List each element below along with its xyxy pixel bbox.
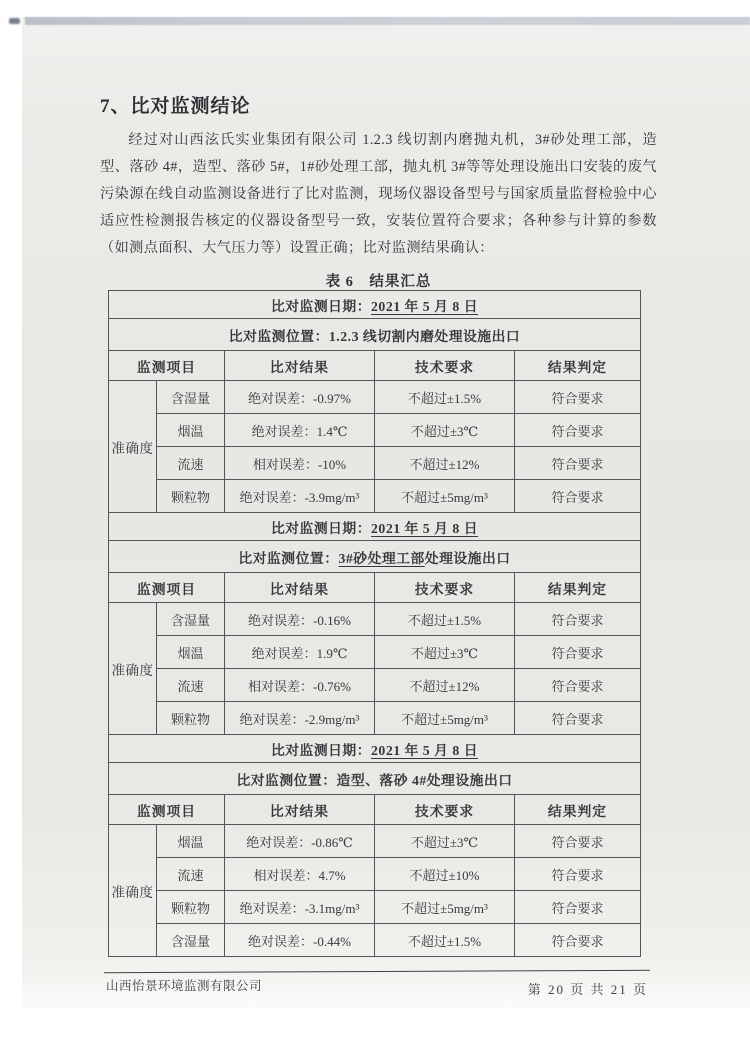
header-row [109,573,641,603]
table-row [109,825,641,858]
item-cell: 流速 [157,858,225,891]
judgement-cell: 符合要求 [515,447,641,480]
date-value: 2021 年 5 月 8 日 [371,520,479,536]
conclusion-paragraph: 经过对山西泫氏实业集团有限公司 1.2.3 线切割内磨抛丸机，3#砂处理工部，造型、落砂 4#，造型、落砂 5#，1#砂处理工部，抛丸机 3#等等处理设施出口安装的废气污染源在线自动监测设备进行了比对监测，现场仪器设备型号与国家质量监督检验中心适应性检测报告核定的仪器设备型号一致，安装位置符合要求；各种参与计算的参数（如测点面积、大气压力等）设置正确；比对监测结果确认： [100,132,657,256]
requirement-cell: 不超过±5mg/m³ [375,702,515,735]
judgement-cell: 符合要求 [515,891,641,924]
location-value: 处理设施出口 [424,550,511,566]
judgement-cell: 符合要求 [515,669,641,702]
item-cell: 流速 [157,669,225,702]
result-cell: 绝对误差：1.9℃ [225,636,375,669]
result-cell: 相对误差：4.7% [225,858,375,891]
date-value: 2021 年 5 月 8 日 [371,298,479,314]
result-cell: 绝对误差：-3.1mg/m³ [225,891,375,924]
header-cell-monitoring-item: 监测项目 [109,573,225,603]
table-row [109,381,641,414]
judgement-cell: 符合要求 [515,924,641,957]
table-caption: 表 6 结果汇总 [325,274,432,290]
judgement-cell: 符合要求 [515,381,641,414]
requirement-cell: 不超过±1.5% [375,603,515,636]
item-cell: 流速 [157,447,225,480]
item-cell: 含湿量 [157,603,225,636]
judgement-cell: 符合要求 [515,825,641,858]
item-cell: 含湿量 [157,381,225,414]
requirement-cell: 不超过±10% [375,858,515,891]
date-row [109,513,641,541]
date-value: 2021 年 5 月 8 日 [371,742,479,758]
table-row [109,447,641,480]
scan-edge-shadow [25,17,750,25]
footer-company: 山西怡景环境监测有限公司 [106,979,263,993]
header-cell-result-judgement: 结果判定 [515,795,641,825]
judgement-cell: 符合要求 [515,414,641,447]
header-cell-technical-requirement: 技术要求 [375,573,515,603]
date-label: 比对监测日期： [270,298,372,314]
location-cell [109,763,641,795]
header-cell-monitoring-item: 监测项目 [109,795,225,825]
header-cell-comparison-result: 比对结果 [225,795,375,825]
item-cell: 颗粒物 [157,480,225,513]
judgement-cell: 符合要求 [515,702,641,735]
location-row [109,763,641,795]
result-cell: 绝对误差：-0.16% [225,603,375,636]
location-label: 比对监测位置： [236,772,337,788]
header-row [109,795,641,825]
result-cell: 绝对误差：-3.9mg/m³ [225,480,375,513]
requirement-cell: 不超过±5mg/m³ [375,480,515,513]
requirement-cell: 不超过±3℃ [375,825,515,858]
location-value: 造型、落砂 4#处理设施出口 [336,772,513,788]
date-cell [109,291,641,319]
header-cell-technical-requirement: 技术要求 [375,351,515,381]
category-cell: 准确度 [109,381,157,513]
table-row [109,702,641,735]
header-cell-result-judgement: 结果判定 [515,351,641,381]
item-cell: 烟温 [157,825,225,858]
date-row [109,291,641,319]
table-row [109,858,641,891]
date-cell [109,735,641,763]
item-cell: 颗粒物 [157,702,225,735]
table-row [109,414,641,447]
judgement-cell: 符合要求 [515,636,641,669]
item-cell: 烟温 [157,414,225,447]
requirement-cell: 不超过±3℃ [375,636,515,669]
table-row [109,636,641,669]
location-row [109,319,641,351]
location-value: 1.2.3 线切割内磨处理设施出口 [328,328,521,344]
scanned-page [22,17,750,1008]
item-cell: 含湿量 [157,924,225,957]
requirement-cell: 不超过±1.5% [375,924,515,957]
footer-page-number: 第 20 页 共 21 页 [527,982,648,997]
header-cell-comparison-result: 比对结果 [225,573,375,603]
result-cell: 绝对误差：-0.86℃ [225,825,375,858]
date-label: 比对监测日期： [270,742,372,758]
table-row [109,480,641,513]
judgement-cell: 符合要求 [515,480,641,513]
location-label: 比对监测位置： [228,328,329,344]
table-row [109,924,641,957]
table-row [109,603,641,636]
location-row [109,541,641,573]
location-underlined: 3#砂处理工部 [338,550,425,566]
category-cell: 准确度 [109,603,157,735]
location-cell [109,541,641,573]
requirement-cell: 不超过±3℃ [375,414,515,447]
header-cell-monitoring-item: 监测项目 [109,351,225,381]
page-title: 7、比对监测结论 [100,96,251,117]
item-cell: 烟温 [157,636,225,669]
header-cell-result-judgement: 结果判定 [515,573,641,603]
requirement-cell: 不超过±1.5% [375,381,515,414]
header-row [109,351,641,381]
result-cell: 绝对误差：1.4℃ [225,414,375,447]
table-row [109,891,641,924]
item-cell: 颗粒物 [157,891,225,924]
result-cell: 绝对误差：-0.44% [225,924,375,957]
date-cell [109,513,641,541]
judgement-cell: 符合要求 [515,858,641,891]
location-cell [109,319,641,351]
date-row [109,735,641,763]
header-cell-technical-requirement: 技术要求 [375,795,515,825]
result-cell: 相对误差：-0.76% [225,669,375,702]
results-summary-table [108,290,641,957]
requirement-cell: 不超过±12% [375,447,515,480]
table-row [109,669,641,702]
scan-artifact [9,18,20,24]
judgement-cell: 符合要求 [515,603,641,636]
result-cell: 绝对误差：-0.97% [225,381,375,414]
date-label: 比对监测日期： [270,520,372,536]
category-cell: 准确度 [109,825,157,957]
result-cell: 相对误差：-10% [225,447,375,480]
result-cell: 绝对误差：-2.9mg/m³ [225,702,375,735]
footer-divider [104,970,650,973]
requirement-cell: 不超过±5mg/m³ [375,891,515,924]
requirement-cell: 不超过±12% [375,669,515,702]
header-cell-comparison-result: 比对结果 [225,351,375,381]
location-label: 比对监测位置： [238,550,339,566]
